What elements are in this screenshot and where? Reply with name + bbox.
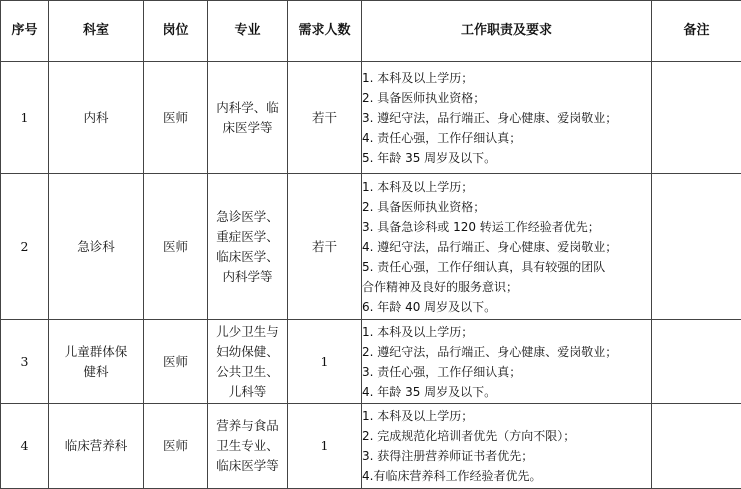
requirement-line: 2. 完成规范化培训者优先（方向不限）； (362, 429, 576, 443)
dept-line: 急诊科 (77, 238, 115, 254)
cell-post: 医师 (144, 404, 208, 489)
major-line: 床医学等 (222, 119, 273, 135)
header-major: 专业 (208, 1, 288, 62)
requirement-line: 合作精神及良好的服务意识； (362, 279, 519, 294)
requirement-line: 4. 年龄 35 周岁及以下。 (362, 384, 497, 399)
major-line: 内科学等 (222, 268, 273, 284)
requirement-line: 3. 获得注册营养师证书者优先； (362, 449, 534, 463)
requirement-line: 4. 责任心强，工作仔细认真； (362, 130, 522, 145)
table-row (1, 320, 741, 404)
cell-note (652, 174, 741, 320)
requirement-line: 5. 年龄 35 周岁及以下。 (362, 150, 497, 165)
cell-count: 若干 (288, 62, 362, 174)
requirement-line: 3. 责任心强，工作仔细认真； (362, 364, 522, 379)
header-post: 岗位 (144, 1, 208, 62)
header-dept: 科室 (49, 1, 144, 62)
major-line: 卫生专业、 (216, 438, 279, 453)
requirement-line: 6. 年龄 40 周岁及以下。 (362, 299, 497, 314)
requirement-line: 4. 遵纪守法，品行端正、身心健康、爱岗敬业； (362, 239, 618, 254)
table-row (1, 404, 741, 489)
cell-no: 1 (1, 62, 49, 174)
cell-no: 3 (1, 320, 49, 404)
header-row (1, 1, 741, 62)
cell-requirements (362, 62, 652, 174)
cell-major (208, 62, 288, 174)
cell-major (208, 404, 288, 489)
header-no: 序号 (1, 1, 49, 62)
major-line: 儿少卫生与 (216, 323, 279, 339)
table-row (1, 62, 741, 174)
major-line: 营养与食品 (216, 418, 279, 433)
cell-no: 2 (1, 174, 49, 320)
requirement-line: 1. 本科及以上学历； (362, 409, 474, 423)
major-line: 公共卫生、 (216, 363, 279, 379)
cell-count: 若干 (288, 174, 362, 320)
cell-requirements (362, 404, 652, 489)
dept-line: 儿童群体保 (64, 343, 128, 359)
requirement-line: 2. 具备医师执业资格； (362, 199, 486, 214)
cell-major (208, 320, 288, 404)
requirement-line: 1. 本科及以上学历； (362, 70, 474, 85)
requirement-line: 2. 具备医师执业资格； (362, 90, 486, 105)
cell-major (208, 174, 288, 320)
dept-line: 健科 (83, 363, 109, 379)
requirement-line: 2. 遵纪守法，品行端正、身心健康、爱岗敬业； (362, 344, 618, 359)
major-line: 重症医学、 (216, 228, 279, 244)
dept-line: 内科 (83, 109, 109, 125)
major-line: 临床医学、 (216, 248, 279, 264)
major-line: 临床医学等 (216, 458, 279, 473)
major-line: 妇幼保健、 (216, 343, 279, 359)
major-line: 急诊医学、 (216, 208, 279, 224)
requirement-line: 5. 责任心强，工作仔细认真，具有较强的团队 (362, 259, 606, 274)
cell-dept (49, 404, 144, 489)
cell-dept (49, 320, 144, 404)
cell-count: 1 (288, 404, 362, 489)
major-line: 内科学、临 (216, 99, 279, 115)
cell-requirements (362, 320, 652, 404)
cell-count: 1 (288, 320, 362, 404)
requirement-line: 1. 本科及以上学历； (362, 179, 474, 194)
cell-note (652, 62, 741, 174)
cell-note (652, 404, 741, 489)
requirement-line: 1. 本科及以上学历； (362, 324, 474, 339)
cell-dept (49, 62, 144, 174)
requirement-line: 4.有临床营养科工作经验者优先。 (362, 469, 542, 483)
cell-no: 4 (1, 404, 49, 489)
table-row (1, 174, 741, 320)
cell-post: 医师 (144, 320, 208, 404)
cell-note (652, 320, 741, 404)
major-line: 儿科等 (228, 383, 267, 399)
dept-line: 临床营养科 (64, 438, 128, 453)
cell-dept (49, 174, 144, 320)
cell-requirements (362, 174, 652, 320)
cell-post: 医师 (144, 62, 208, 174)
requirement-line: 3. 具备急诊科或 120 转运工作经验者优先； (362, 219, 600, 234)
header-count: 需求人数 (288, 1, 362, 62)
header-note: 备注 (652, 1, 741, 62)
cell-post: 医师 (144, 174, 208, 320)
header-duty: 工作职责及要求 (362, 1, 652, 62)
requirement-line: 3. 遵纪守法，品行端正、身心健康、爱岗敬业； (362, 110, 618, 125)
